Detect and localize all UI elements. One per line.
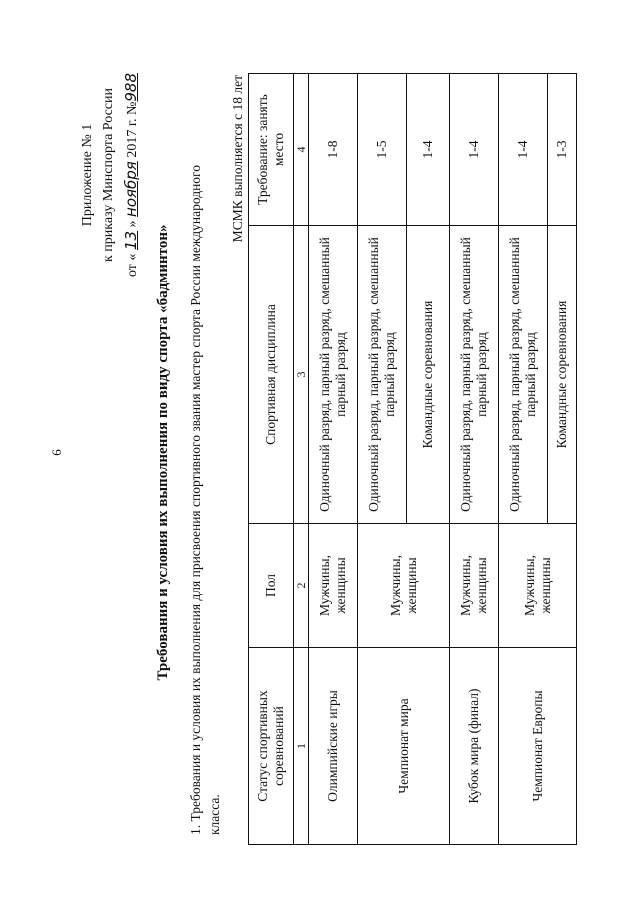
table-row [309,74,358,845]
appendix-date-line [122,25,141,325]
column-number: 2 [294,524,309,648]
cell-place: 1-8 [309,74,358,226]
table-row [358,74,407,845]
cell-discipline: Командные соревнования [407,226,450,524]
cell-sex: Мужчины, женщины [499,524,577,648]
cell-sex: Мужчины, женщины [358,524,450,648]
header-place: Требование: занять место [249,74,294,226]
column-number: 3 [294,226,309,524]
column-number: 4 [294,74,309,226]
cell-place: 1-4 [450,74,499,226]
handwritten-month: ноября [122,161,140,217]
handwritten-day: 13 [122,230,140,251]
appendix-label: Приложение № 1 [80,123,95,227]
cell-discipline: Одиночный разряд, парный разряд, смешанный парный разряд [309,226,358,524]
cell-sex: Мужчины, женщины [309,524,358,648]
document-title: Требования и условия их выполнения по виду спорта «бадминтон» [155,224,171,681]
paragraph-line-1: 1. Требования и условия их выполнения для присвоения спортивного звания мастер спорта России международного [188,165,203,835]
table-column-numbers-row [294,74,309,845]
cell-status: Чемпионат Европы [499,648,577,845]
header-sex: Пол [249,524,294,648]
cell-sex: Мужчины, женщины [450,524,499,648]
header-status: Статус спортивных соревнований [249,648,294,845]
cell-discipline: Одиночный разряд, парный разряд, смешанный парный разряд [499,226,548,524]
handwritten-order-number: 988 [122,73,140,102]
year-text: 2017 г. № [125,101,140,158]
table-row [499,74,548,845]
cell-status: Кубок мира (финал) [450,648,499,845]
cell-status: Чемпионат мира [358,648,450,845]
appendix-order-ref: к приказу Минспорта России [101,88,116,262]
paragraph-line-2: класса. [207,794,222,835]
table-header-row [249,74,294,845]
cell-discipline: Командные соревнования [548,226,577,524]
age-note: МСМК выполняется с 18 лет [230,75,245,243]
cell-place: 1-4 [499,74,548,226]
cell-place: 1-5 [358,74,407,226]
date-mid: » [125,220,140,228]
cell-status: Олимпийские игры [309,648,358,845]
cell-discipline: Одиночный разряд, парный разряд, смешанный парный разряд [358,226,407,524]
cell-place: 1-3 [548,74,577,226]
cell-place: 1-4 [407,74,450,226]
header-discipline: Спортивная дисциплина [249,226,294,524]
page-number: 6 [49,449,64,456]
date-prefix: от « [125,253,140,278]
requirements-table [248,73,577,845]
column-number: 1 [294,648,309,845]
cell-discipline: Одиночный разряд, парный разряд, смешанный парный разряд [450,226,499,524]
table-row [450,74,499,845]
